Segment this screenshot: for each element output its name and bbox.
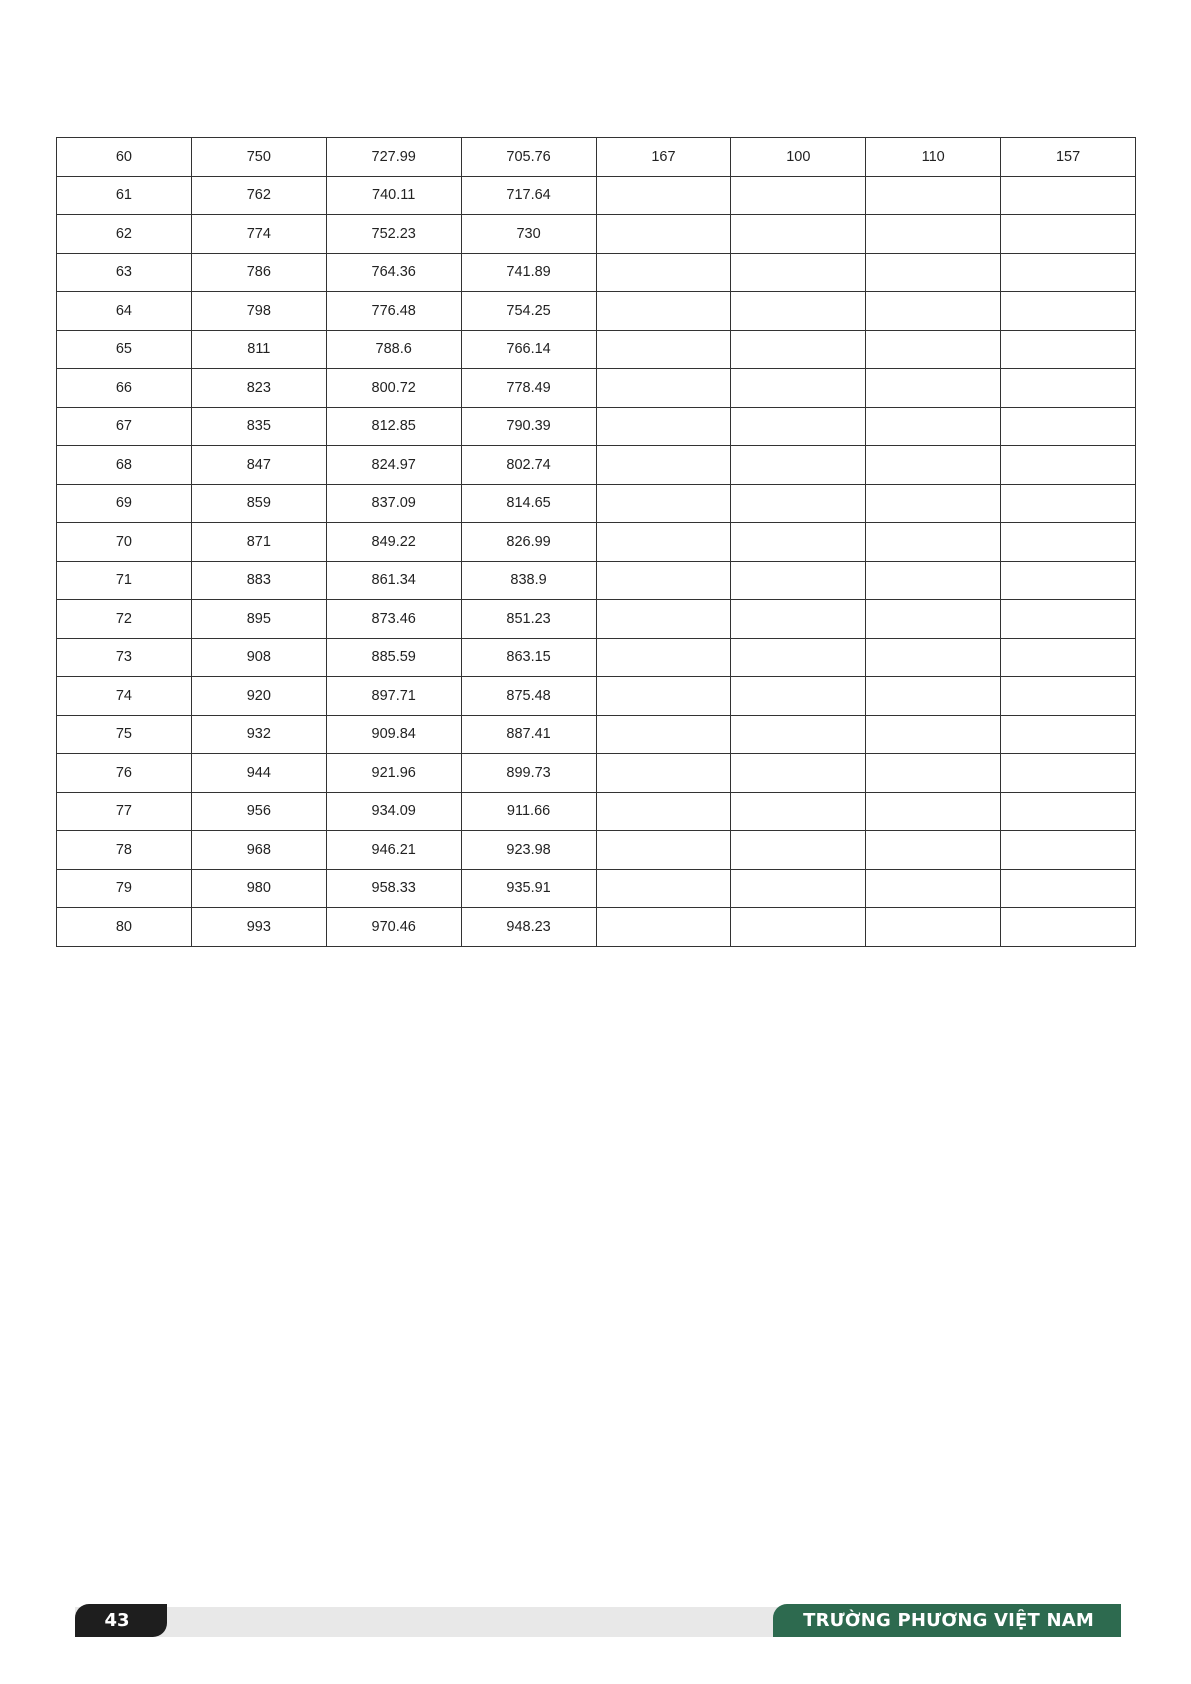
table-cell: 970.46 xyxy=(326,908,461,947)
data-table xyxy=(56,137,1136,947)
table-cell xyxy=(731,754,866,793)
table-cell xyxy=(596,715,731,754)
table-cell: 948.23 xyxy=(461,908,596,947)
table-cell xyxy=(866,484,1001,523)
table-cell: 67 xyxy=(57,407,192,446)
table-cell xyxy=(731,446,866,485)
table-cell xyxy=(866,407,1001,446)
table-cell xyxy=(1001,446,1136,485)
table-cell: 847 xyxy=(191,446,326,485)
table-cell: 76 xyxy=(57,754,192,793)
table-cell: 851.23 xyxy=(461,600,596,639)
table-cell: 69 xyxy=(57,484,192,523)
table-cell xyxy=(596,638,731,677)
table-row xyxy=(57,677,1136,716)
table-cell xyxy=(596,484,731,523)
table-cell xyxy=(866,754,1001,793)
table-cell xyxy=(866,215,1001,254)
table-body xyxy=(57,138,1136,947)
table-row xyxy=(57,446,1136,485)
table-cell xyxy=(596,792,731,831)
table-cell: 786 xyxy=(191,253,326,292)
table-cell: 110 xyxy=(866,138,1001,177)
table-cell: 65 xyxy=(57,330,192,369)
table-cell: 859 xyxy=(191,484,326,523)
table-cell xyxy=(731,561,866,600)
table-cell: 823 xyxy=(191,369,326,408)
table-cell: 863.15 xyxy=(461,638,596,677)
table-cell: 980 xyxy=(191,869,326,908)
table-cell xyxy=(866,638,1001,677)
table-cell: 762 xyxy=(191,176,326,215)
table-cell xyxy=(596,407,731,446)
table-cell xyxy=(1001,561,1136,600)
table-row xyxy=(57,292,1136,331)
table-cell xyxy=(731,715,866,754)
table-cell xyxy=(1001,638,1136,677)
table-cell: 875.48 xyxy=(461,677,596,716)
table-cell: 63 xyxy=(57,253,192,292)
table-cell: 80 xyxy=(57,908,192,947)
table-row xyxy=(57,715,1136,754)
table-cell xyxy=(1001,715,1136,754)
table-cell xyxy=(596,600,731,639)
table-cell: 62 xyxy=(57,215,192,254)
table-cell xyxy=(866,908,1001,947)
table-cell xyxy=(1001,869,1136,908)
table-cell xyxy=(866,677,1001,716)
table-cell xyxy=(596,561,731,600)
table-row xyxy=(57,754,1136,793)
table-cell: 956 xyxy=(191,792,326,831)
table-cell: 752.23 xyxy=(326,215,461,254)
table-cell xyxy=(1001,600,1136,639)
brand-label: TRƯỜNG PHƯƠNG VIỆT NAM xyxy=(773,1604,1121,1637)
table-cell: 70 xyxy=(57,523,192,562)
table-cell: 790.39 xyxy=(461,407,596,446)
table-cell: 64 xyxy=(57,292,192,331)
table-cell: 766.14 xyxy=(461,330,596,369)
table-cell xyxy=(596,176,731,215)
table-cell xyxy=(1001,215,1136,254)
table-cell: 157 xyxy=(1001,138,1136,177)
table-cell xyxy=(731,484,866,523)
table-cell xyxy=(866,330,1001,369)
table-cell: 932 xyxy=(191,715,326,754)
table-cell xyxy=(596,831,731,870)
table-cell xyxy=(596,677,731,716)
table-row xyxy=(57,253,1136,292)
table-cell: 71 xyxy=(57,561,192,600)
table-cell: 61 xyxy=(57,176,192,215)
table-row xyxy=(57,908,1136,947)
table-cell: 800.72 xyxy=(326,369,461,408)
table-cell: 921.96 xyxy=(326,754,461,793)
table-cell: 72 xyxy=(57,600,192,639)
table-cell: 849.22 xyxy=(326,523,461,562)
table-cell xyxy=(1001,484,1136,523)
table-cell xyxy=(866,369,1001,408)
table-cell: 887.41 xyxy=(461,715,596,754)
table-cell xyxy=(596,446,731,485)
table-cell: 811 xyxy=(191,330,326,369)
table-cell: 79 xyxy=(57,869,192,908)
table-cell xyxy=(731,908,866,947)
table-cell xyxy=(866,176,1001,215)
table-row xyxy=(57,176,1136,215)
table-row xyxy=(57,792,1136,831)
table-cell xyxy=(731,600,866,639)
table-cell xyxy=(731,869,866,908)
table-cell xyxy=(1001,292,1136,331)
table-cell xyxy=(1001,792,1136,831)
table-cell xyxy=(1001,754,1136,793)
table-cell xyxy=(866,792,1001,831)
table-cell xyxy=(1001,253,1136,292)
table-row xyxy=(57,330,1136,369)
table-cell: 77 xyxy=(57,792,192,831)
table-cell: 873.46 xyxy=(326,600,461,639)
table-cell xyxy=(731,792,866,831)
table-row xyxy=(57,638,1136,677)
table-cell: 60 xyxy=(57,138,192,177)
table-cell xyxy=(596,369,731,408)
table-cell: 897.71 xyxy=(326,677,461,716)
table-cell: 993 xyxy=(191,908,326,947)
table-cell: 824.97 xyxy=(326,446,461,485)
table-cell xyxy=(866,253,1001,292)
page-number: 43 xyxy=(75,1604,167,1637)
table-cell: 740.11 xyxy=(326,176,461,215)
table-cell: 705.76 xyxy=(461,138,596,177)
table-cell: 798 xyxy=(191,292,326,331)
table-cell xyxy=(596,869,731,908)
table-cell: 68 xyxy=(57,446,192,485)
table-cell: 100 xyxy=(731,138,866,177)
table-cell xyxy=(731,253,866,292)
table-cell: 968 xyxy=(191,831,326,870)
table-cell xyxy=(731,523,866,562)
table-cell xyxy=(596,330,731,369)
table-cell: 717.64 xyxy=(461,176,596,215)
table-cell xyxy=(1001,407,1136,446)
table-cell: 774 xyxy=(191,215,326,254)
table-cell: 78 xyxy=(57,831,192,870)
table-cell: 838.9 xyxy=(461,561,596,600)
table-cell: 899.73 xyxy=(461,754,596,793)
table-row xyxy=(57,215,1136,254)
table-cell xyxy=(1001,831,1136,870)
table-cell: 66 xyxy=(57,369,192,408)
table-row xyxy=(57,831,1136,870)
table-cell xyxy=(731,831,866,870)
page-footer xyxy=(75,1604,1121,1637)
table-cell: 741.89 xyxy=(461,253,596,292)
table-cell xyxy=(731,292,866,331)
table-row xyxy=(57,369,1136,408)
table-cell xyxy=(596,523,731,562)
table-row xyxy=(57,869,1136,908)
table-cell: 75 xyxy=(57,715,192,754)
table-cell xyxy=(1001,369,1136,408)
table-cell: 764.36 xyxy=(326,253,461,292)
table-cell xyxy=(1001,523,1136,562)
table-cell xyxy=(731,677,866,716)
table-row xyxy=(57,523,1136,562)
table-cell xyxy=(866,523,1001,562)
table-cell: 778.49 xyxy=(461,369,596,408)
table-cell xyxy=(1001,908,1136,947)
table-cell xyxy=(731,176,866,215)
table-cell: 776.48 xyxy=(326,292,461,331)
table-cell: 727.99 xyxy=(326,138,461,177)
table-cell xyxy=(596,215,731,254)
table-cell: 826.99 xyxy=(461,523,596,562)
table-cell: 946.21 xyxy=(326,831,461,870)
table-cell xyxy=(596,253,731,292)
table-cell: 885.59 xyxy=(326,638,461,677)
table-cell: 754.25 xyxy=(461,292,596,331)
table-cell xyxy=(1001,176,1136,215)
table-row xyxy=(57,561,1136,600)
table-cell: 920 xyxy=(191,677,326,716)
table-cell: 167 xyxy=(596,138,731,177)
table-cell: 958.33 xyxy=(326,869,461,908)
table-cell xyxy=(866,446,1001,485)
table-cell xyxy=(866,831,1001,870)
table-cell: 74 xyxy=(57,677,192,716)
table-cell: 944 xyxy=(191,754,326,793)
table-cell xyxy=(866,715,1001,754)
table-cell: 911.66 xyxy=(461,792,596,831)
table-cell: 883 xyxy=(191,561,326,600)
table-row xyxy=(57,407,1136,446)
table-row xyxy=(57,600,1136,639)
table-cell: 835 xyxy=(191,407,326,446)
table-cell: 861.34 xyxy=(326,561,461,600)
table-cell: 908 xyxy=(191,638,326,677)
table-row xyxy=(57,484,1136,523)
table-cell: 837.09 xyxy=(326,484,461,523)
table-cell: 802.74 xyxy=(461,446,596,485)
table-cell xyxy=(731,369,866,408)
table-cell: 909.84 xyxy=(326,715,461,754)
table-cell: 814.65 xyxy=(461,484,596,523)
table-cell xyxy=(1001,677,1136,716)
table-cell xyxy=(731,638,866,677)
table-row xyxy=(57,138,1136,177)
table-cell: 923.98 xyxy=(461,831,596,870)
table-cell xyxy=(866,561,1001,600)
table-cell: 934.09 xyxy=(326,792,461,831)
table-cell: 812.85 xyxy=(326,407,461,446)
table-cell: 750 xyxy=(191,138,326,177)
table-cell: 871 xyxy=(191,523,326,562)
table-cell xyxy=(731,215,866,254)
table-cell xyxy=(866,292,1001,331)
table-cell: 895 xyxy=(191,600,326,639)
table-cell xyxy=(596,292,731,331)
table-cell: 935.91 xyxy=(461,869,596,908)
table-cell xyxy=(596,754,731,793)
table-cell xyxy=(596,908,731,947)
table-cell: 730 xyxy=(461,215,596,254)
table-cell: 73 xyxy=(57,638,192,677)
table-cell xyxy=(866,600,1001,639)
table-cell xyxy=(866,869,1001,908)
table-cell xyxy=(731,330,866,369)
table-cell xyxy=(731,407,866,446)
table-cell xyxy=(1001,330,1136,369)
table-cell: 788.6 xyxy=(326,330,461,369)
